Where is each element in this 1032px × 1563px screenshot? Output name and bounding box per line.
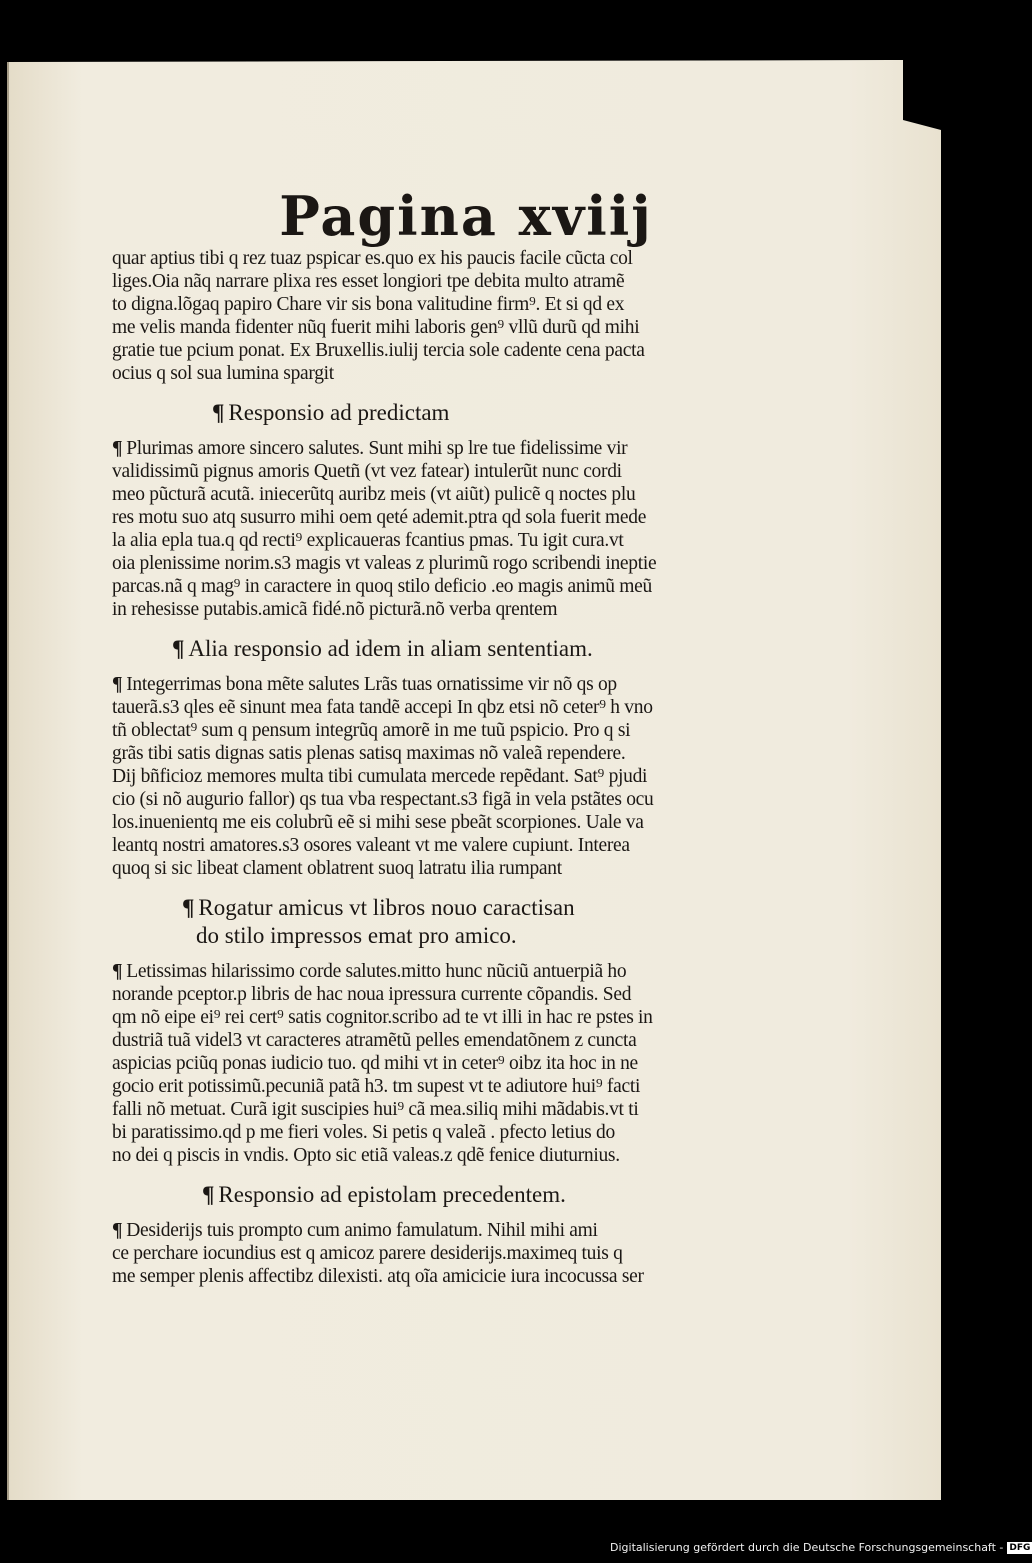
text-line: ¶ Desiderijs tuis prompto cum animo famulatum. Nihil mihi ami bbox=[112, 1220, 598, 1241]
text-line: liges.Oia nãq narrare plixa res esset longiori tpe debita multo atramẽ bbox=[112, 271, 625, 292]
text-line: oia plenissime norim.s3 magis vt valeas z plurimũ rogo scribendi ineptie bbox=[112, 553, 657, 574]
text-line: grãs tibi satis dignas satis plenas satisq maximas nõ valeã rependere. bbox=[112, 743, 626, 764]
text-line: no dei q piscis in vndis. Opto sic etiã valeas.z qdẽ fenice diuturnius. bbox=[112, 1145, 620, 1166]
section-paragraph bbox=[112, 1219, 780, 1288]
section-title: ¶ Responsio ad epistolam precedentem. bbox=[202, 1182, 566, 1207]
pilcrow-icon: ¶ bbox=[112, 1220, 123, 1241]
section-paragraph bbox=[112, 673, 780, 880]
text-line: dustriã tuã videl3 vt caracteres atramẽtũ pelles emendatõnem z cuncta bbox=[112, 1030, 637, 1051]
section-paragraph bbox=[112, 960, 780, 1167]
text-line: leantq nostri amatores.s3 osores valeant vt me valere cupiunt. Interea bbox=[112, 835, 630, 856]
pilcrow-icon: ¶ bbox=[112, 438, 123, 459]
funding-credit bbox=[610, 1541, 1032, 1554]
text-line: quar aptius tibi q rez tuaz pspicar es.quo ex his paucis facile cũcta col bbox=[112, 248, 633, 269]
text-line: ocius q sol sua lumina spargit bbox=[112, 363, 334, 384]
text-line: ¶ Plurimas amore sincero salutes. Sunt mihi sp lre tue fidelissime vir bbox=[112, 438, 628, 459]
text-line: cio (si nõ augurio fallor) qs tua vba respectant.s3 figã in vela pstãtes ocu bbox=[112, 789, 654, 810]
text-line: validissimũ pignus amoris Quetñ (vt vez fatear) intulerũt nunc cordi bbox=[112, 461, 622, 482]
text-line: norande pceptor.p libris de hac noua ipressura currente cõpandis. Sed bbox=[112, 984, 632, 1005]
text-line: to digna.lõgaq papiro Chare vir sis bona valitudine firm⁹. Et si qd ex bbox=[112, 294, 625, 315]
text-line: in rehesisse putabis.amicã fidé.nõ picturã.nõ verba qrentem bbox=[112, 599, 558, 620]
text-line: ¶ Integerrimas bona mẽte salutes Lrãs tuas ornatissime vir nõ qs op bbox=[112, 674, 617, 695]
pilcrow-icon: ¶ bbox=[202, 1182, 215, 1207]
text-line: parcas.nã q mag⁹ in caractere in quoq stilo deficio .eo magis animũ meũ bbox=[112, 576, 652, 597]
text-line: aspicias pciũq ponas iudicio tuo. qd mihi vt in ceter⁹ oibz ita hoc in ne bbox=[112, 1053, 638, 1074]
text-line: ce perchare iocundius est q amicoz parere desiderijs.maximeq tuis q bbox=[112, 1243, 623, 1264]
text-line: qm nõ eipe ei⁹ rei cert⁹ satis cognitor.scribo ad te vt illi in hac re pstes in bbox=[112, 1007, 653, 1028]
text-line: me velis manda fidenter nũq fuerit mihi laboris gen⁹ vllũ durũ qd mihi bbox=[112, 317, 640, 338]
pilcrow-icon: ¶ bbox=[212, 400, 225, 425]
section-title-continued: do stilo impressos emat pro amico. bbox=[196, 923, 517, 948]
dfg-logo: DFG bbox=[1009, 1542, 1031, 1553]
section-paragraph bbox=[112, 437, 780, 621]
pilcrow-icon: ¶ bbox=[112, 674, 123, 695]
text-line: la alia epla tua.q qd recti⁹ explicaueras fcantius pmas. Tu igit cura.vt bbox=[112, 530, 624, 551]
text-line: falli nõ metuat. Curã igit suscipies hui⁹ cã mea.siliq mihi mãdabis.vt ti bbox=[112, 1099, 639, 1120]
text-line: bi paratissimo.qd p me fieri voles. Si petis q valeã . pfecto letius do bbox=[112, 1122, 615, 1143]
page-heading: Pagina xviij bbox=[279, 184, 653, 248]
pilcrow-icon: ¶ bbox=[172, 636, 185, 661]
pilcrow-icon: ¶ bbox=[112, 961, 123, 982]
text-block bbox=[112, 185, 780, 1288]
text-line: gratie tue pcium ponat. Ex Bruxellis.iulij tercia sole cadente cena pacta bbox=[112, 340, 645, 361]
text-line: Dij bñficioz memores multa tibi cumulata mercede repẽdant. Sat⁹ pjudi bbox=[112, 766, 648, 787]
text-line: res motu suo atq susurro mihi oem qeté ademit.ptra qd sola fuerit mede bbox=[112, 507, 647, 528]
intro-paragraph bbox=[112, 247, 780, 385]
text-line: ¶ Letissimas hilarissimo corde salutes.mitto hunc nũciũ antuerpiã ho bbox=[112, 961, 627, 982]
text-line: meo pũcturã acutã. iniecerũtq auribz meis (vt aiũt) pulicẽ q noctes plu bbox=[112, 484, 636, 505]
section-title: ¶ Rogatur amicus vt libros nouo caractisan bbox=[182, 895, 575, 920]
credit-text: Digitalisierung gefördert durch die Deutsche Forschungsgemeinschaft - bbox=[610, 1541, 1004, 1554]
text-line: gocio erit potissimũ.pecuniã patã h3. tm supest vt te adiutore hui⁹ facti bbox=[112, 1076, 641, 1097]
text-line: los.inuenientq me eis colubrũ eẽ si mihi sese pbeãt scorpiones. Uale va bbox=[112, 812, 644, 833]
text-line: tñ oblectat⁹ sum q pensum integrũq amorẽ in me tuũ pspicio. Pro q si bbox=[112, 720, 631, 741]
text-line: quoq si sic libeat clament oblatrent suoq latratu ilia rumpant bbox=[112, 858, 562, 879]
pilcrow-icon: ¶ bbox=[182, 895, 195, 920]
section-title: ¶ Alia responsio ad idem in aliam sententiam. bbox=[172, 636, 593, 661]
text-line: me semper plenis affectibz dilexisti. atq oĩa amicicie iura incocussa ser bbox=[112, 1266, 644, 1287]
text-line: tauerã.s3 qles eẽ sinunt mea fata tandẽ accepi In qbz etsi nõ ceter⁹ h vno bbox=[112, 697, 653, 718]
section-title: ¶ Responsio ad predictam bbox=[212, 400, 450, 425]
